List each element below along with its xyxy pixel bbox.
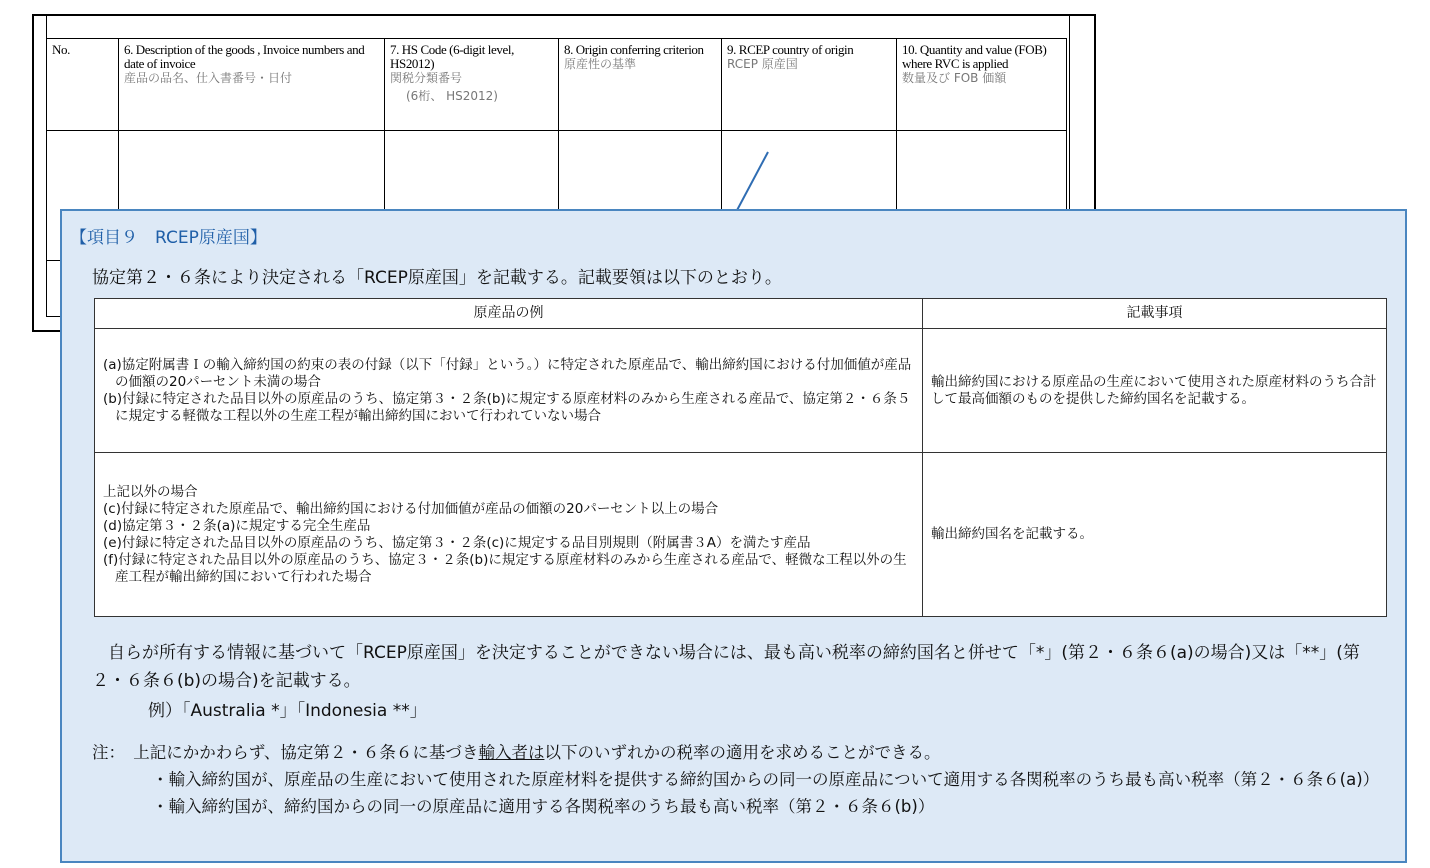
col-description: 6. Description of the goods , Invoice numbers and date of invoice 産品の品名、仕入書番号・日付 — [119, 39, 385, 131]
table-row — [95, 453, 1387, 617]
header-example: 原産品の例 — [95, 299, 923, 329]
item-a: (a)協定附属書Ｉの輸入締約国の約束の表の付録（以下「付録」という。）に特定された原産品で、輸出締約国における付加価値が産品の価額の20パーセント未満の場合 — [103, 356, 912, 390]
item-f: (f)付録に特定された品目以外の原産品のうち、協定３・２条(b)に規定する原産材料のみから生産される産品で、軽微な工程以外の生産工程が輸出締約国において行われた場合 — [103, 551, 907, 585]
note-block — [92, 739, 1392, 820]
panel-intro: 協定第２・６条により決定される「RCEP原産国」を記載する。記載要領は以下のとおり。 — [92, 268, 782, 288]
item-c: (c)付録に特定された原産品で、輸出締約国における付加価値が産品の価額の20パーセント以上の場合 — [103, 500, 719, 517]
row2-lead: 上記以外の場合 — [103, 483, 198, 500]
rules-table — [94, 298, 1387, 617]
explanation-panel — [60, 209, 1407, 863]
col-quantity-value: 10. Quantity and value (FOB) where RVC is applied 数量及び FOB 価額 — [897, 39, 1067, 131]
note-bullet-1: ・輸入締約国が、原産品の生産において使用された原産材料を提供する締約国からの同一の原産品について適用する各関税率のうち最も高い税率（第２・６条６(a)） — [152, 770, 1380, 789]
table-row — [95, 329, 1387, 453]
panel-title: 【項目９ RCEP原産国】 — [70, 228, 267, 248]
row1-examples — [95, 329, 923, 453]
row2-entry-text: 輸出締約国名を記載する。 — [931, 526, 1093, 542]
col-origin-criterion: 8. Origin conferring criterion 原産性の基準 — [559, 39, 722, 131]
item-b: (b)付録に特定された品目以外の原産品のうち、協定第３・２条(b)に規定する原産材料のみから生産される産品で、協定第２・６条５に規定する軽微な工程以外の生産工程が輸出締約国において行われていない場合 — [103, 390, 911, 424]
col-rcep-country: 9. RCEP country of origin RCEP 原産国 — [722, 39, 897, 131]
item-e: (e)付録に特定された品目以外の原産品のうち、協定第３・２条(c)に規定する品目別規則（附属書３A）を満たす産品 — [103, 534, 811, 551]
row2-entry — [923, 453, 1387, 617]
col-no: No. — [47, 39, 119, 131]
header-entry: 記載事項 — [923, 299, 1387, 329]
example-line: 例）「Australia *」「Indonesia **」 — [148, 701, 427, 721]
row1-entry-text: 輸出締約国における原産品の生産において使用された原産材料のうち合計して最高価額のものを提供した締約国名を記載する。 — [931, 373, 1377, 407]
row2-examples — [95, 453, 923, 617]
undetermined-paragraph: 自らが所有する情報に基づいて「RCEP原産国」を決定することができない場合には、最も高い税率の締約国名と併せて「*」(第２・６条６(a)の場合)又は「**」(第２・６条６(b)の場合)を記載する。 — [92, 643, 1360, 691]
note-bullet-2: ・輸入締約国が、締約国からの同一の原産品に適用する各関税率のうち最も高い税率（第２・６条６(b)） — [152, 797, 935, 816]
note-prefix: 注： 上記にかかわらず、協定第２・６条６に基づき — [92, 743, 479, 762]
col-hs-code: 7. HS Code (6-digit level, HS2012) 関税分類番号 (6桁、 HS2012) — [385, 39, 559, 131]
row1-entry — [923, 329, 1387, 453]
note-suffix: 以下のいずれかの税率の適用を求めることができる。 — [544, 743, 941, 762]
note-underlined: 輸入者は — [478, 743, 545, 762]
item-d: (d)協定第３・２条(a)に規定する完全生産品 — [103, 517, 371, 534]
note-line — [92, 739, 1392, 766]
